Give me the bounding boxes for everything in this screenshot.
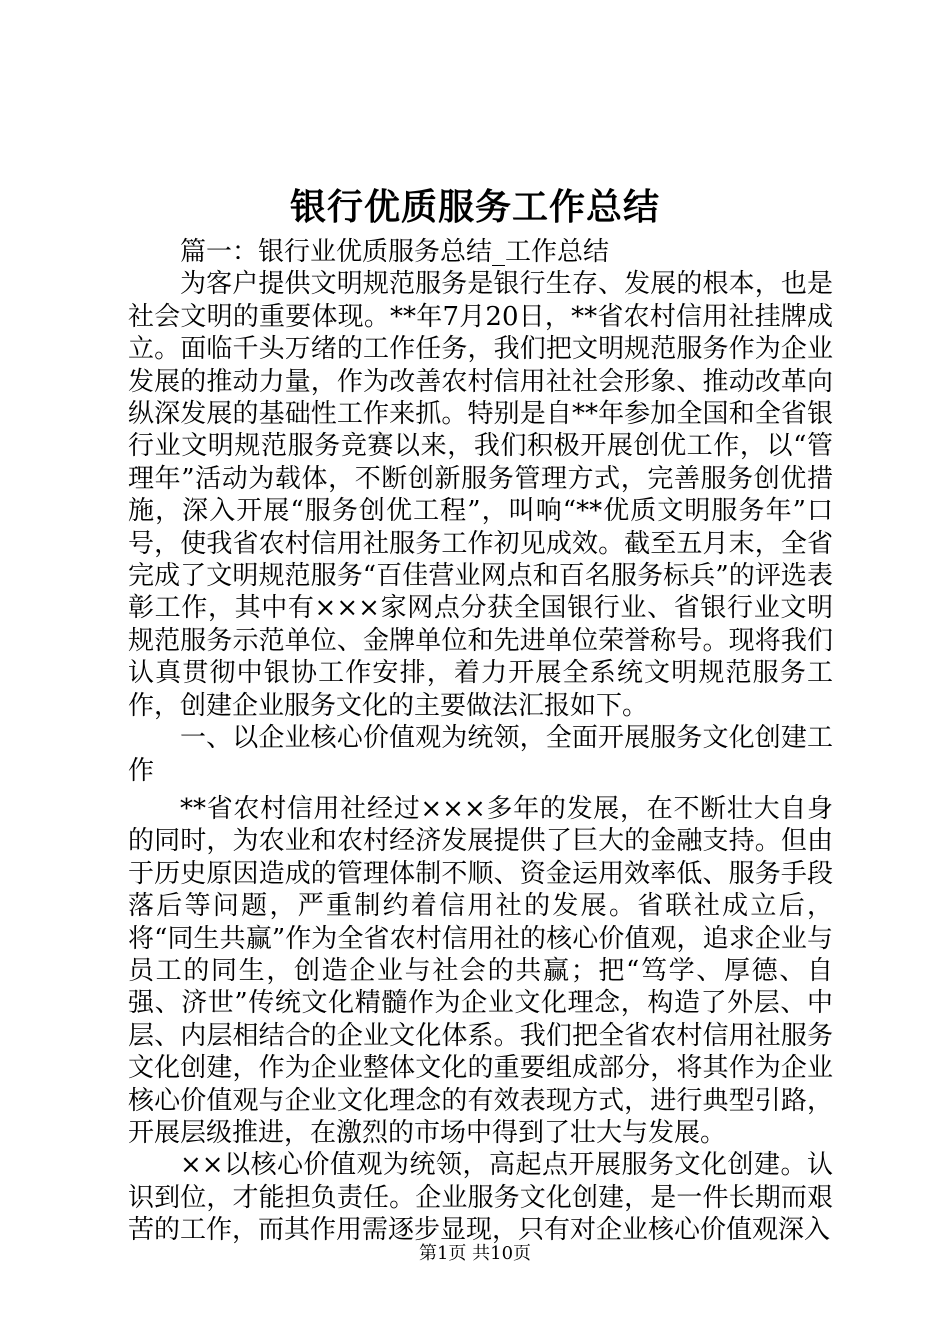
document-body (128, 236, 833, 1247)
page-number-footer: 第1页 共10页 (418, 1243, 532, 1264)
section-subheading: 一、以企业核心价值观为统领，全面开展服务文化创建工作 (128, 723, 833, 786)
body-paragraph: **省农村信用社经过×××多年的发展，在不断壮大自身的同时，为农业和农村经济发展提供了巨大的金融支持。但由于历史原因造成的管理体制不顺、资金运用效率低、服务手段落后等问题，严重制约着信用社的发展。省联社成立后，将“同生共赢”作为全省农村信用社的核心价值观，追求企业与员工的同生，创造企业与社会的共赢；把“笃学、厚德、自强、济世”传统文化精髓作为企业文化理念，构造了外层、中层、内层相结合的企业文化体系。我们把全省农村信用社服务文化创建，作为企业整体文化的重要组成部分，将其作为企业核心价值观与企业文化理念的有效表现方式，进行典型引路，开展层级推进，在激烈的市场中得到了壮大与发展。 (128, 793, 833, 1148)
body-paragraph: ××以核心价值观为统领，高起点开展服务文化创建。认识到位，才能担负责任。企业服务文化创建，是一件长期而艰苦的工作，而其作用需逐步显现，只有对企业核心价值观深入 (128, 1150, 833, 1246)
body-paragraph: 为客户提供文明规范服务是银行生存、发展的根本，也是社会文明的重要体现。**年7月20日，**省农村信用社挂牌成立。面临千头万绪的工作任务，我们把文明规范服务作为企业发展的推动力量，作为改善农村信用社社会形象、推动改革向纵深发展的基础性工作来抓。特别是自**年参加全国和全省银行业文明规范服务竞赛以来，我们积极开展创优工作，以“管理年”活动为载体，不断创新服务管理方式，完善服务创优措施，深入开展“服务创优工程”，叫响“**优质文明服务年”口号，使我省农村信用社服务工作初见成效。截至五月末，全省完成了文明规范服务“百佳营业网点和百名服务标兵”的评选表彰工作，其中有×××家网点分获全国银行业、省银行业文明规范服务示范单位、金牌单位和先进单位荣誉称号。现将我们认真贯彻中银协工作安排，着力开展全系统文明规范服务工作，创建企业服务文化的主要做法汇报如下。 (128, 269, 833, 721)
document-title: 银行优质服务工作总结 (289, 186, 660, 228)
section-heading-paragraph: 篇一：银行业优质服务总结_工作总结 (180, 237, 610, 267)
